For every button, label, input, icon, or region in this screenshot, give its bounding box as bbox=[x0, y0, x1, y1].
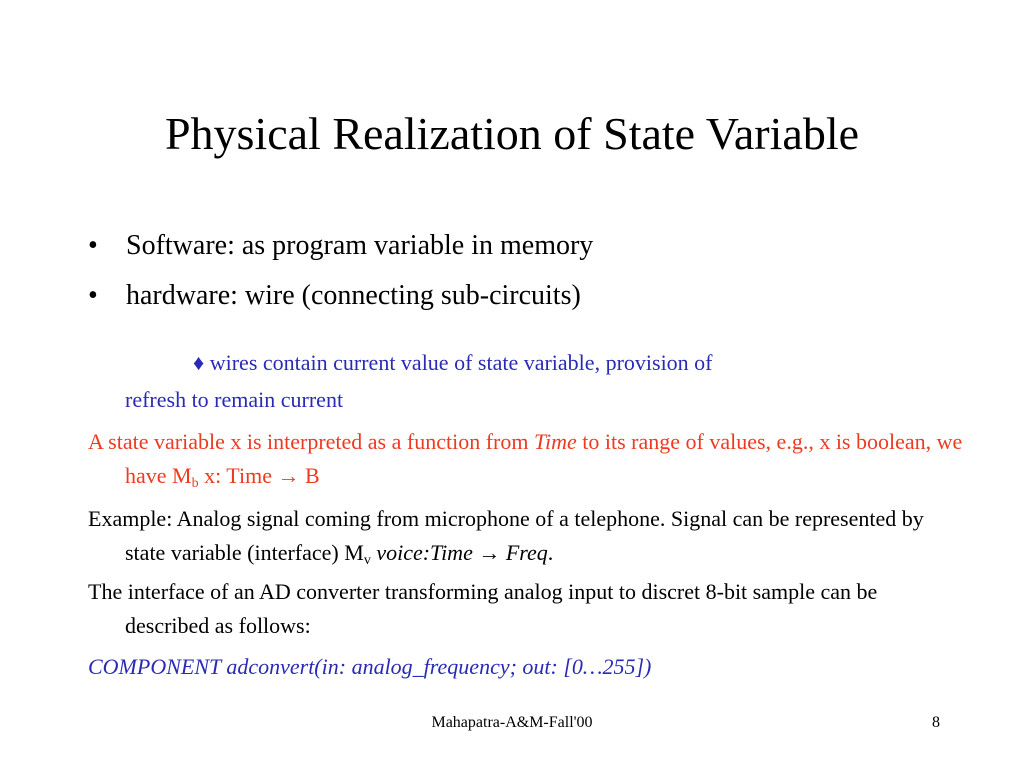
bullet-text: hardware: wire (connecting sub-circuits) bbox=[126, 280, 581, 311]
sub-bullet-text-2: refresh to remain current bbox=[125, 387, 344, 412]
time-italic: Time bbox=[533, 429, 577, 454]
voice-time-freq-italic: voice:Time → Freq bbox=[370, 540, 548, 565]
footer-author: Mahapatra-A&M-Fall'00 bbox=[431, 714, 593, 731]
subscript-b: b bbox=[191, 476, 199, 491]
bullet-list bbox=[88, 228, 948, 328]
bullet-dot-icon: • bbox=[88, 280, 98, 311]
bullet-item-software bbox=[88, 228, 948, 264]
bullet-dot-icon: • bbox=[88, 230, 98, 261]
bullet-item-hardware bbox=[88, 278, 948, 314]
component-line: COMPONENT adconvert(in: analog_frequency; out: [0…255]) bbox=[88, 654, 652, 679]
page-number: 8 bbox=[932, 714, 940, 731]
sub-bullet-line-1 bbox=[125, 344, 925, 381]
interface-paragraph: The interface of an AD converter transforming analog input to discret 8-bit sample can be described as follows: bbox=[88, 579, 878, 638]
bullet-text: Software: as program variable in memory bbox=[126, 230, 594, 261]
sub-bullet-wires bbox=[125, 344, 925, 418]
sub-bullet-text-1: wires contain current value of state variable, provision of bbox=[209, 350, 713, 375]
example-paragraph: Example: Analog signal coming from microphone of a telephone. Signal can be represented by state variable (interface) $M_v$ voice:Time → Freq. bbox=[88, 506, 924, 568]
slide-title: Physical Realization of State Variable bbox=[164, 108, 860, 159]
diamond-icon: ♦ bbox=[193, 350, 205, 375]
subscript-v: v bbox=[363, 553, 371, 568]
state-variable-paragraph: A state variable x is interpreted as a function from Time to its range of values, e.g., x is boolean, we have $M_b$ x: Time → B bbox=[88, 429, 963, 491]
